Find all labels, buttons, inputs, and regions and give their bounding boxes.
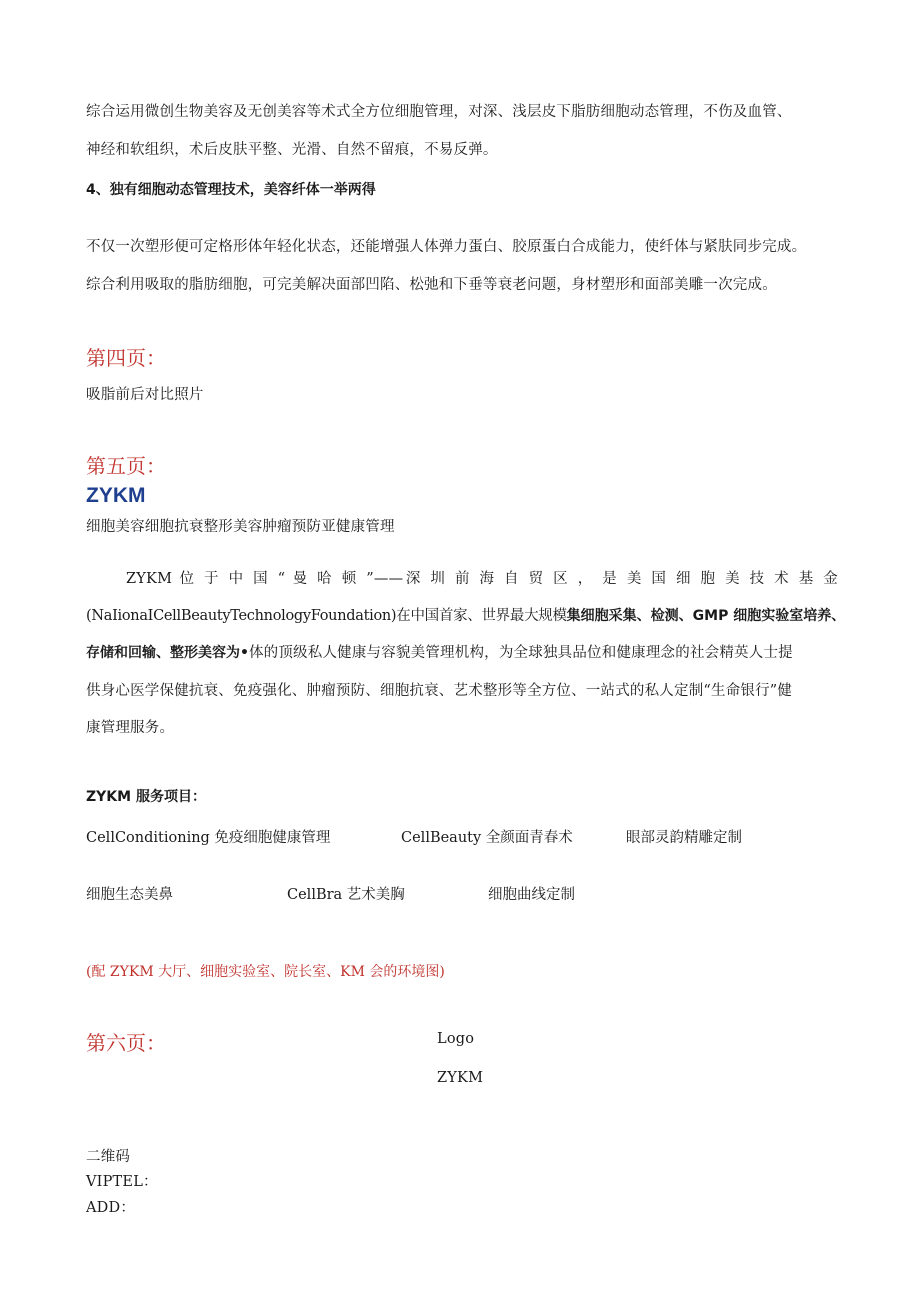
company-para-line-2-bold: 集细胞采集、检测、GMP 细胞实验室培养、: [566, 608, 846, 624]
company-para-line-3-bold: 存储和回输、整形美容为•: [86, 645, 249, 661]
intro-line-1: 综合运用微创生物美容及无创美容等术式全方位细胞管理，对深、浅层皮下脂肪细胞动态管理，不伤及血管、: [86, 104, 792, 120]
company-para-line-5: 康管理服务。: [86, 720, 175, 736]
company-para-line-3-text: 体的顶级私人健康与容貌美管理机构，为全球独具品位和健康理念的社会精英人士提: [248, 645, 793, 661]
address-label: ADD：: [86, 1200, 136, 1216]
section-4-heading: 4、独有细胞动态管理技术，美容纤体一举两得: [86, 182, 376, 198]
service-item: 眼部灵韵精雕定制: [626, 830, 742, 846]
page-5-heading: 第五页：: [86, 454, 166, 478]
logo-placeholder: Logo: [437, 1031, 475, 1047]
services-heading: ZYKM 服务项目：: [86, 789, 206, 805]
environment-photo-note: (配 ZYKM 大厅、细胞实验室、院长室、KM 会的环境图): [86, 964, 445, 980]
company-para-line-2: [86, 604, 845, 625]
qr-code-label: 二维码: [86, 1149, 131, 1165]
service-item: CellConditioning 免疫细胞健康管理: [86, 830, 331, 846]
service-item: CellBra 艺术美胸: [287, 887, 405, 903]
page-4-heading: 第四页：: [86, 346, 166, 370]
service-item: 细胞曲线定制: [488, 887, 575, 903]
company-para-line-3: [86, 641, 793, 662]
service-item: 细胞生态美鼻: [86, 887, 173, 903]
intro-line-2: 神经和软组织，术后皮肤平整、光滑、自然不留痕，不易反弹。: [86, 142, 498, 158]
company-para-line-4: 供身心医学保健抗衰、免疫强化、肿瘤预防、细胞抗衰、艺术整形等全方位、一站式的私人定制“生命银行”健: [86, 683, 793, 699]
section-4-line-2: 综合利用吸取的脂肪细胞，可完美解决面部凹陷、松弛和下垂等衰老问题，身材塑形和面部美雕一次完成。: [86, 277, 777, 293]
brand-title: ZYKM: [86, 484, 146, 507]
footer-brand: ZYKM: [437, 1070, 484, 1086]
page-6-heading: 第六页：: [86, 1031, 166, 1055]
page-4-text: 吸脂前后对比照片: [86, 387, 204, 403]
company-para-line-1: ZYKM 位 于 中 国 “ 曼 哈 顿 ”——深 圳 前 海 自 贸 区 ， 是 美 国 细 胞 美 技 术 基 金: [126, 571, 838, 587]
tel-label: VIPTEL：: [86, 1174, 158, 1190]
company-para-line-2-text: (NaIionaICellBeautyTechnologyFoundation)在中国首家、世界最大规模: [86, 608, 567, 624]
section-4-line-1: 不仅一次塑形便可定格形体年轻化状态，还能增强人体弹力蛋白、胶原蛋白合成能力，使纤体与紧肤同步完成。: [86, 239, 807, 255]
brand-subtitle: 细胞美容细胞抗衰整形美容肿瘤预防亚健康管理: [86, 519, 395, 535]
service-item: CellBeauty 全颜面青春术: [401, 830, 573, 846]
